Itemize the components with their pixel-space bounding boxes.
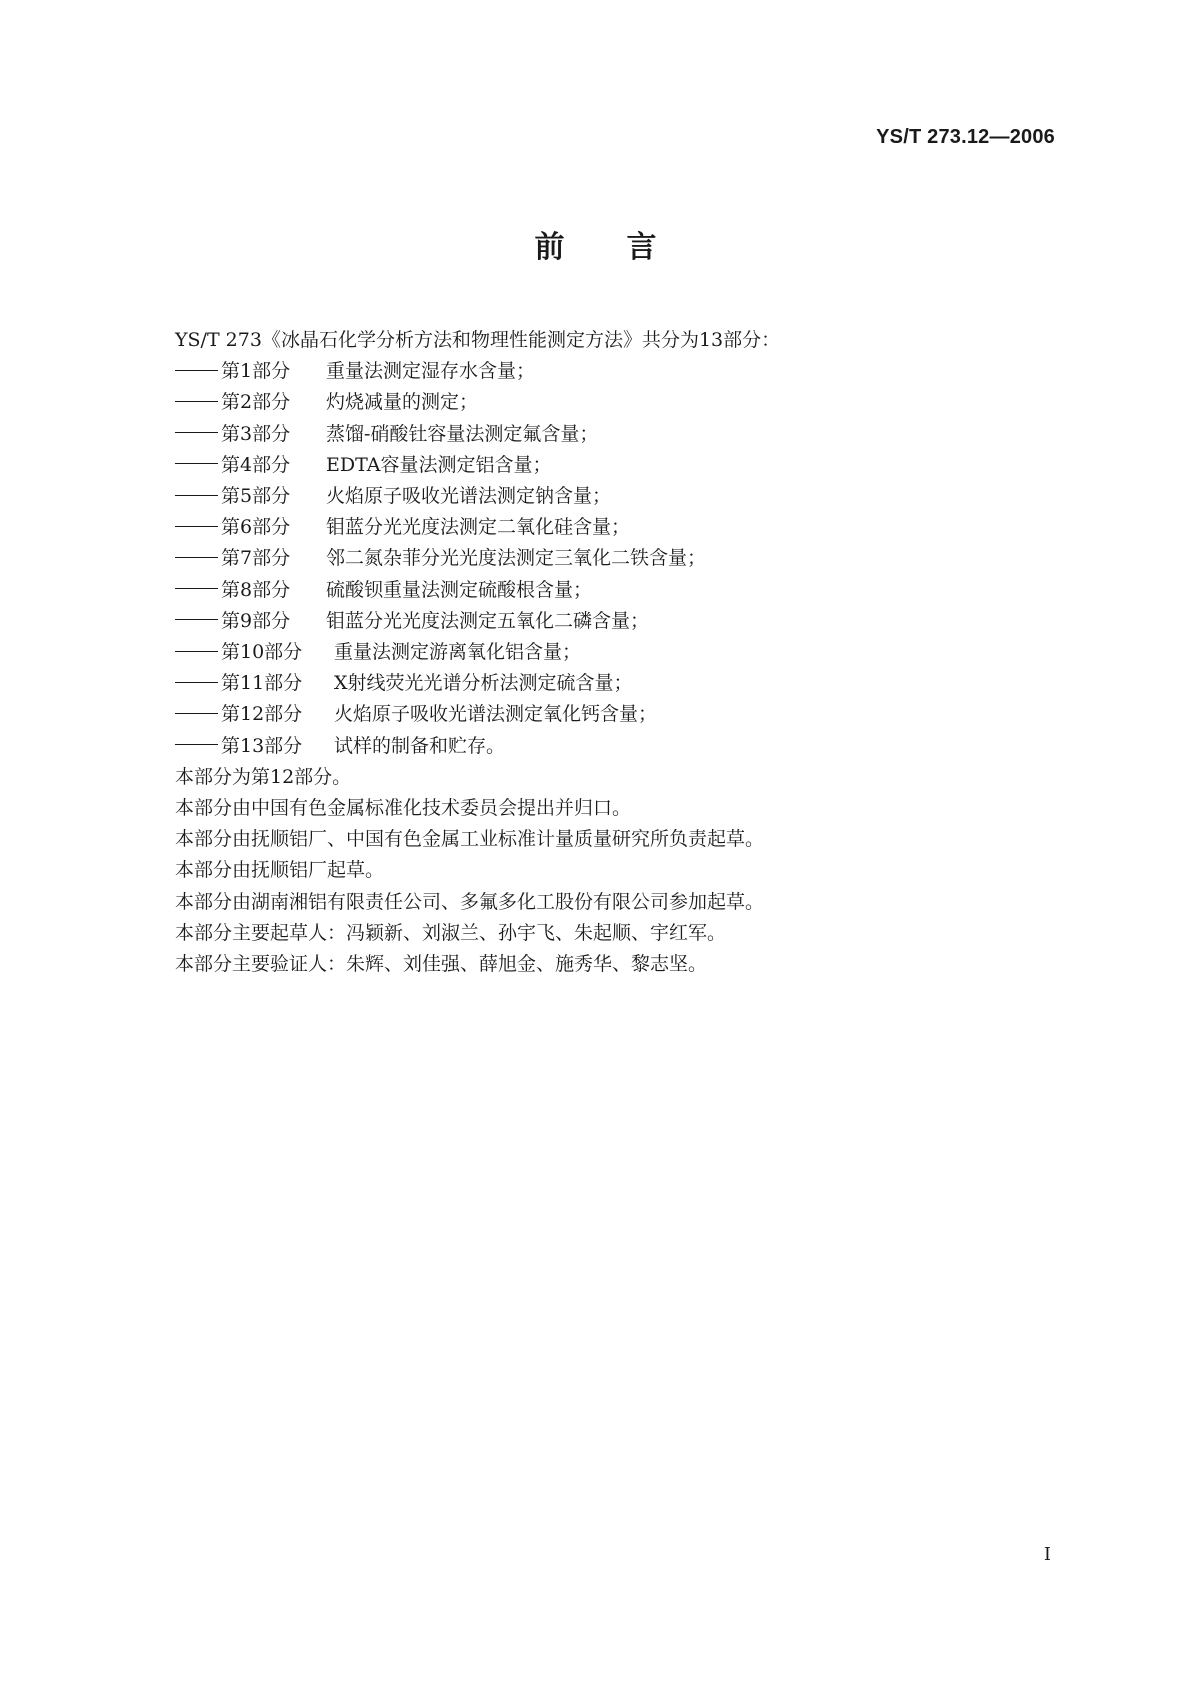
part-number: 第3部分 bbox=[221, 422, 291, 445]
em-dash bbox=[175, 682, 218, 683]
part-number: 第13部分 bbox=[221, 734, 303, 757]
paragraph-responsible-drafter: 本部分由抚顺铝厂、中国有色金属工业标准计量质量研究所负责起草。 bbox=[175, 828, 765, 851]
part-title: 钼蓝分光光度法测定五氧化二磷含量； bbox=[326, 609, 650, 632]
part-number: 第12部分 bbox=[221, 703, 303, 726]
em-dash bbox=[175, 619, 218, 620]
part-number: 第6部分 bbox=[221, 516, 291, 539]
paragraph-main-verifiers: 本部分主要验证人：朱辉、刘佳强、薛旭金、施秀华、黎志坚。 bbox=[175, 953, 708, 976]
standard-code: YS/T 273.12—2006 bbox=[876, 126, 1055, 148]
part-title: X射线荧光光谱分析法测定硫含量； bbox=[334, 672, 633, 695]
part-title: 硫酸钡重量法测定硫酸根含量； bbox=[326, 578, 593, 601]
list-item bbox=[175, 450, 1055, 481]
paragraph-drafter: 本部分由抚顺铝厂起草。 bbox=[175, 859, 385, 882]
em-dash bbox=[175, 401, 218, 402]
part-title: 钼蓝分光光度法测定二氧化硅含量； bbox=[326, 516, 631, 539]
list-item bbox=[175, 387, 1055, 418]
em-dash bbox=[175, 495, 218, 496]
list-item bbox=[175, 419, 1055, 450]
part-number: 第11部分 bbox=[221, 672, 303, 695]
em-dash bbox=[175, 744, 218, 745]
part-number: 第5部分 bbox=[221, 485, 291, 508]
part-title: 灼烧减量的测定； bbox=[326, 391, 479, 414]
page-number: I bbox=[1043, 1544, 1051, 1565]
foreword-body bbox=[175, 325, 1055, 980]
part-number: 第1部分 bbox=[221, 360, 291, 383]
em-dash bbox=[175, 713, 218, 714]
part-number: 第10部分 bbox=[221, 641, 303, 664]
intro-paragraph: YS/T 273《冰晶石化学分析方法和物理性能测定方法》共分为13部分： bbox=[175, 329, 781, 351]
paragraph-participating-drafters: 本部分由湖南湘铝有限责任公司、多氟多化工股份有限公司参加起草。 bbox=[175, 890, 765, 913]
part-title: 试样的制备和贮存。 bbox=[334, 734, 506, 757]
part-title: 蒸馏-硝酸钍容量法测定氟含量； bbox=[326, 422, 599, 445]
paragraph-part-statement: 本部分为第12部分。 bbox=[175, 765, 352, 788]
em-dash bbox=[175, 557, 218, 558]
list-item bbox=[175, 543, 1055, 574]
list-item bbox=[175, 637, 1055, 668]
list-item bbox=[175, 481, 1055, 512]
em-dash bbox=[175, 432, 218, 433]
part-number: 第4部分 bbox=[221, 453, 291, 476]
part-number: 第7部分 bbox=[221, 547, 291, 570]
list-item bbox=[175, 512, 1055, 543]
paragraph-main-drafters: 本部分主要起草人：冯颖新、刘淑兰、孙宇飞、朱起顺、宇红军。 bbox=[175, 921, 727, 944]
list-item bbox=[175, 699, 1055, 730]
em-dash bbox=[175, 588, 218, 589]
list-item bbox=[175, 356, 1055, 387]
part-title: 火焰原子吸收光谱法测定钠含量； bbox=[326, 485, 612, 508]
paragraph-proposer: 本部分由中国有色金属标准化技术委员会提出并归口。 bbox=[175, 797, 632, 820]
em-dash bbox=[175, 526, 218, 527]
part-title: EDTA容量法测定铝含量； bbox=[326, 453, 552, 476]
list-item bbox=[175, 606, 1055, 637]
em-dash bbox=[175, 463, 218, 464]
list-item bbox=[175, 731, 1055, 762]
part-title: 重量法测定湿存水含量； bbox=[326, 360, 536, 383]
part-title: 重量法测定游离氧化铝含量； bbox=[334, 641, 582, 664]
part-title: 火焰原子吸收光谱法测定氧化钙含量； bbox=[334, 703, 658, 726]
page-title: 前言 bbox=[534, 230, 719, 265]
part-number: 第8部分 bbox=[221, 578, 291, 601]
parts-list bbox=[175, 356, 1055, 762]
em-dash bbox=[175, 651, 218, 652]
em-dash bbox=[175, 370, 218, 371]
part-title: 邻二氮杂菲分光光度法测定三氧化二铁含量； bbox=[326, 547, 707, 570]
list-item bbox=[175, 668, 1055, 699]
list-item bbox=[175, 575, 1055, 606]
part-number: 第2部分 bbox=[221, 391, 291, 414]
part-number: 第9部分 bbox=[221, 609, 291, 632]
